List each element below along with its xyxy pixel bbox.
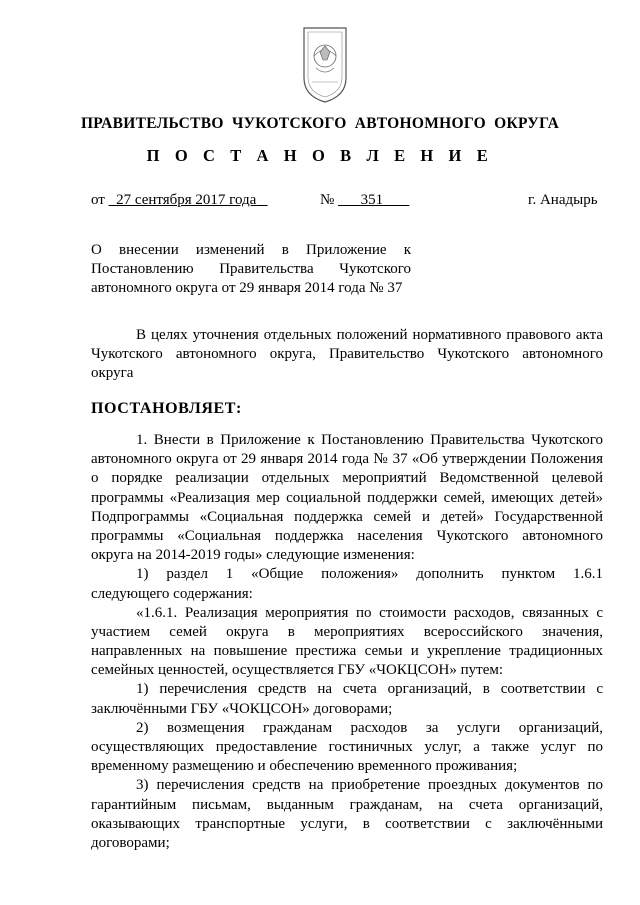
resolve-heading: ПОСТАНОВЛЯЕТ: [91,400,242,417]
body-line: Подпрограммы «Социальная поддержка семей и детей» Государственной [91,508,603,525]
body-line: программы «Реализация мер социальной поддержки семей, имеющих детей» [91,489,603,506]
preamble-line: округа [91,365,134,382]
body-line: заключёнными ГБУ «ЧОКЦСОН» договорами; [91,700,393,717]
body-line: участием семей округа в мероприятиях всероссийского значения, [91,623,603,640]
body-line: 1) раздел 1 «Общие положения» дополнить пунктом 1.6.1 [136,566,603,583]
topic-line: автономного округа от 29 января 2014 года № 37 [91,280,403,297]
body-line: временному размещению и обеспечению временного проживания; [91,758,518,775]
document-type-title: П О С Т А Н О В Л Е Н И Е [146,146,494,165]
decree-body [91,431,603,853]
preamble-line: Чукотского автономного округа, Правительство Чукотского автономного [91,346,603,363]
coat-of-arms-emblem [300,26,350,104]
preamble-line: В целях уточнения отдельных положений нормативного правового акта [136,327,603,343]
government-title: ПРАВИТЕЛЬСТВО ЧУКОТСКОГО АВТОНОМНОГО ОКРУГА [80,115,560,132]
body-line: 2) возмещения гражданам расходов за услуги организаций, [136,719,603,736]
number-label: № [320,192,335,208]
body-line: гарантийным письмам, выданным гражданам, на счета организаций, [91,796,603,813]
body-line: 1) перечисления средств на счета организаций, в соответствии с [136,681,603,698]
body-line: оказывающих транспортные услуги, в соответствии с заключёнными [91,815,603,832]
decree-topic [91,240,411,298]
date-label: от [91,192,105,208]
body-line: 1. Внести в Приложение к Постановлению Правительства Чукотского [136,432,603,448]
city: г. Анадырь [528,192,598,208]
body-line: автономного округа от 29 января 2014 года № 37 «Об утверждении Положения [91,451,603,468]
topic-line: О внесении изменений в Приложение к [91,242,411,258]
body-line: осуществляющих предоставление гостиничных услуг, а также услуг по [91,739,603,755]
decree-number: 351 [360,192,384,208]
body-line: программы «Социальная поддержка населения Чукотского автономного [91,527,603,544]
decree-date: 27 сентября 2017 года [116,192,257,208]
body-line: округа на 2014-2019 годы» следующие изменения: [91,547,415,564]
body-line: о порядке реализации отдельных мероприятий Ведомственной целевой [91,470,603,487]
body-line: семейных ценностей, осуществляется ГБУ «ЧОКЦСОН» путем: [91,662,504,679]
decree-date-field [91,192,268,209]
body-line: договорами; [91,834,170,851]
body-line: направленных на повышение престижа семьи и укрепление традиционных [91,643,603,660]
topic-line: Постановлению Правительства Чукотского [91,261,411,278]
body-line: «1.6.1. Реализация мероприятия по стоимости расходов, связанных с [136,604,603,621]
preamble-paragraph [91,326,603,384]
body-line: 3) перечисления средств на приобретение проездных документов по [136,777,603,794]
body-line: следующего содержания: [91,585,253,602]
decree-number-field [320,192,409,209]
